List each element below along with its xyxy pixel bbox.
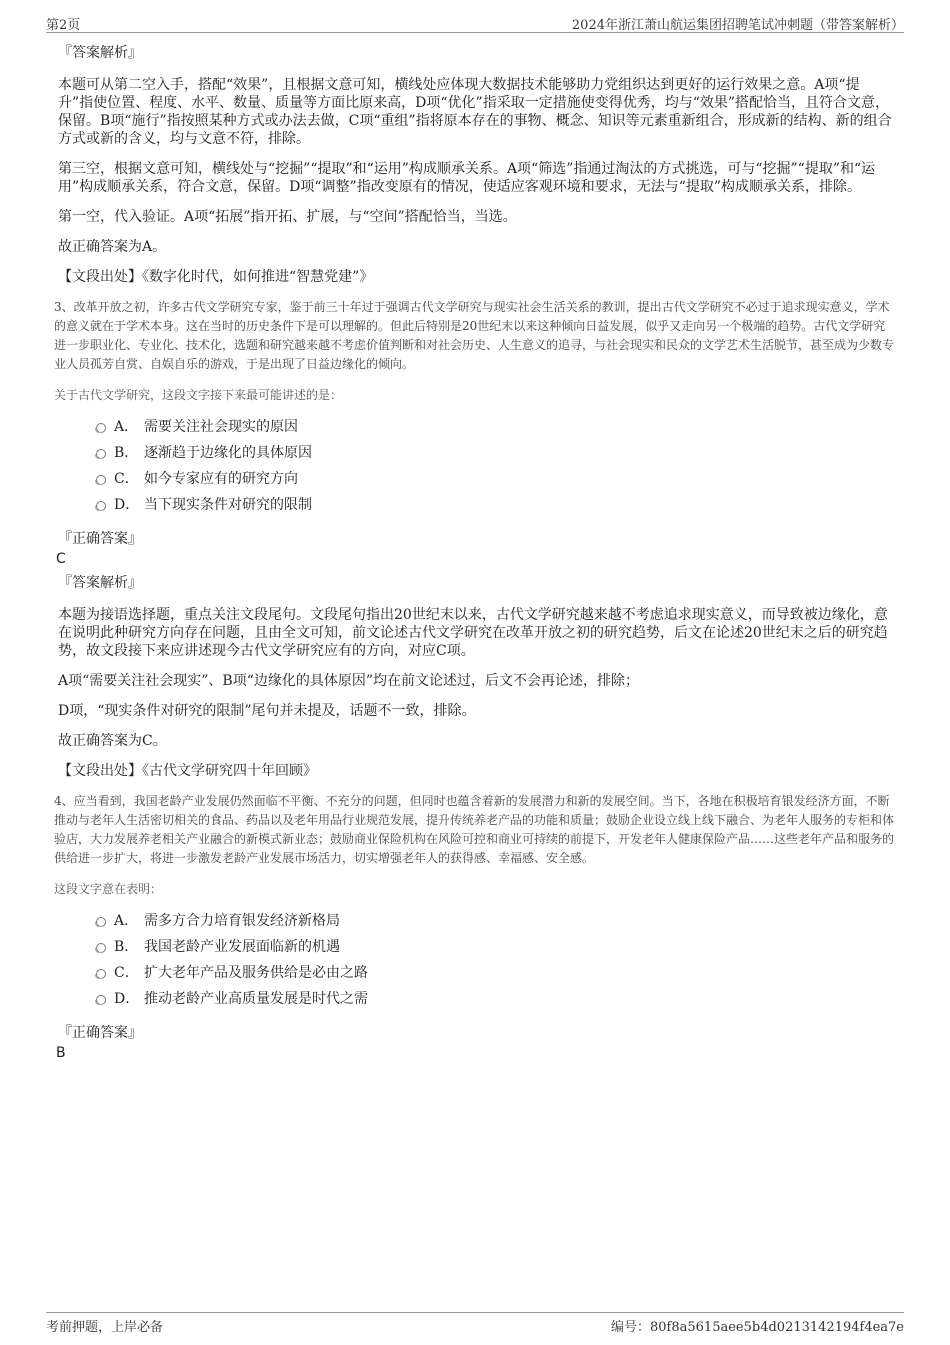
page-header bbox=[46, 14, 904, 33]
question-stem: 关于古代文学研究，这段文字接下来最可能讲述的是： bbox=[54, 388, 343, 402]
option-c[interactable]: C． 如今专家应有的研究方向 bbox=[96, 470, 894, 496]
analysis-label: 『答案解析』 bbox=[58, 575, 142, 591]
answer-label: 『正确答案』 bbox=[58, 1025, 142, 1041]
analysis-paragraph: A项“需要关注社会现实”、B项“边缘化的具体原因”均在前文论述过，后文不会再论述，排除； bbox=[58, 673, 640, 689]
radio-icon[interactable] bbox=[96, 969, 106, 979]
page-content bbox=[56, 44, 894, 1068]
option-a[interactable]: A． 需多方合力培育银发经济新格局 bbox=[96, 912, 894, 938]
passage-source: 【文段出处】《数字化时代，如何推进“智慧党建”》 bbox=[58, 269, 374, 285]
page-number: 第2页 bbox=[46, 18, 81, 33]
answer-value: B bbox=[56, 1045, 66, 1061]
option-list bbox=[96, 912, 894, 1016]
answer-value: C bbox=[56, 551, 66, 567]
analysis-paragraph: 第三空，根据文意可知，横线处与“挖掘”“提取”和“运用”构成顺承关系。A项“筛选”指通过淘汰的方式挑选，可与“挖掘”“提取”和“运用”构成顺承关系，符合文意，保留。D项“调整”指改变原有的情况，使适应客观环境和要求，无法与“提取”构成顺承关系，排除。 bbox=[58, 161, 876, 195]
analysis-conclusion: 故正确答案为A。 bbox=[58, 239, 167, 255]
option-list bbox=[96, 418, 894, 522]
question-text: 3、改革开放之初，许多古代文学研究专家，鉴于前三十年过于强调古代文学研究与现实社会生活关系的教训，提出古代文学研究不必过于追求现实意义，学术的意义就在于学术本身。这在当时的历史条件下是可以理解的。但此后特别是20世纪末以来这种倾向日益发展，似乎又走向另一个极端的趋势。古代文学研究进一步职业化、专业化、技术化，选题和研究越来越不考虑价值判断和对社会历史、人生意义的追寻，与社会现实和民众的文学艺术生活脱节，甚至成为少数专业人员孤芳自赏、自娱自乐的游戏，于是出现了日益边缘化的倾向。 bbox=[54, 300, 895, 371]
radio-icon[interactable] bbox=[96, 475, 106, 485]
answer-label: 『正确答案』 bbox=[58, 531, 142, 547]
radio-icon[interactable] bbox=[96, 995, 106, 1005]
question-stem: 这段文字意在表明： bbox=[54, 882, 163, 896]
page-footer bbox=[46, 1312, 904, 1335]
footer-slogan: 考前押题，上岸必备 bbox=[46, 1320, 164, 1335]
option-b[interactable]: B． 我国老龄产业发展面临新的机遇 bbox=[96, 938, 894, 964]
option-a[interactable]: A． 需要关注社会现实的原因 bbox=[96, 418, 894, 444]
analysis-paragraph: 第一空，代入验证。A项“拓展”指开拓、扩展，与“空间”搭配恰当，当选。 bbox=[58, 209, 517, 225]
option-c[interactable]: C． 扩大老年产品及服务供给是必由之路 bbox=[96, 964, 894, 990]
document-title: 2024年浙江萧山航运集团招聘笔试冲刺题（带答案解析） bbox=[571, 18, 904, 33]
option-d[interactable]: D． 当下现实条件对研究的限制 bbox=[96, 496, 894, 522]
passage-source: 【文段出处】《古代文学研究四十年回顾》 bbox=[58, 763, 317, 779]
option-d[interactable]: D． 推动老龄产业高质量发展是时代之需 bbox=[96, 990, 894, 1016]
analysis-paragraph: D项，“现实条件对研究的限制”尾句并未提及，话题不一致，排除。 bbox=[58, 703, 476, 719]
analysis-label: 『答案解析』 bbox=[58, 45, 142, 61]
radio-icon[interactable] bbox=[96, 501, 106, 511]
radio-icon[interactable] bbox=[96, 943, 106, 953]
question-text: 4、应当看到，我国老龄产业发展仍然面临不平衡、不充分的问题，但同时也蕴含着新的发展潜力和新的发展空间。当下，各地在积极培育银发经济方面，不断推动与老年人生活密切相关的食品、药品以及老年用品行业规范发展，提升传统养老产品的功能和质量；鼓励企业设立线上线下融合、为老年人服务的专柜和体验店，大力发展养老相关产业融合的新模式新业态；鼓励商业保险机构在风险可控和商业可持续的前提下，开发老年人健康保险产品……这些老年产品和服务的供给进一步扩大，将进一步激发老龄产业发展市场活力，切实增强老年人的获得感、幸福感、安全感。 bbox=[54, 794, 895, 865]
radio-icon[interactable] bbox=[96, 423, 106, 433]
analysis-paragraph: 本题为接语选择题，重点关注文段尾句。文段尾句指出20世纪末以来，古代文学研究越来越不考虑追求现实意义，而导致被边缘化，意在说明此种研究方向存在问题，且由全文可知，前文论述古代文学研究在改革开放之初的研究趋势，后文在论述20世纪末之后的研究趋势，故文段接下来应讲述现今古代文学研究应有的方向，对应C项。 bbox=[58, 607, 888, 659]
radio-icon[interactable] bbox=[96, 449, 106, 459]
analysis-paragraph: 本题可从第二空入手，搭配“效果”，且根据文意可知，横线处应体现大数据技术能够助力党组织达到更好的运行效果之意。A项“提升”指使位置、程度、水平、数量、质量等方面比原来高，D项“优化”指采取一定措施使变得优秀，均与“效果”搭配恰当，且符合文意，保留。B项“施行”指按照某种方式或办法去做，C项“重组”指将原本存在的事物、概念、知识等元素重新组合，形成新的结构、新的组合方式或新的含义，均与文意不符，排除。 bbox=[58, 77, 892, 147]
option-b[interactable]: B． 逐渐趋于边缘化的具体原因 bbox=[96, 444, 894, 470]
radio-icon[interactable] bbox=[96, 917, 106, 927]
document-id: 编号：80f8a5615aee5b4d0213142194f4ea7e bbox=[611, 1320, 904, 1335]
analysis-conclusion: 故正确答案为C。 bbox=[58, 733, 167, 749]
